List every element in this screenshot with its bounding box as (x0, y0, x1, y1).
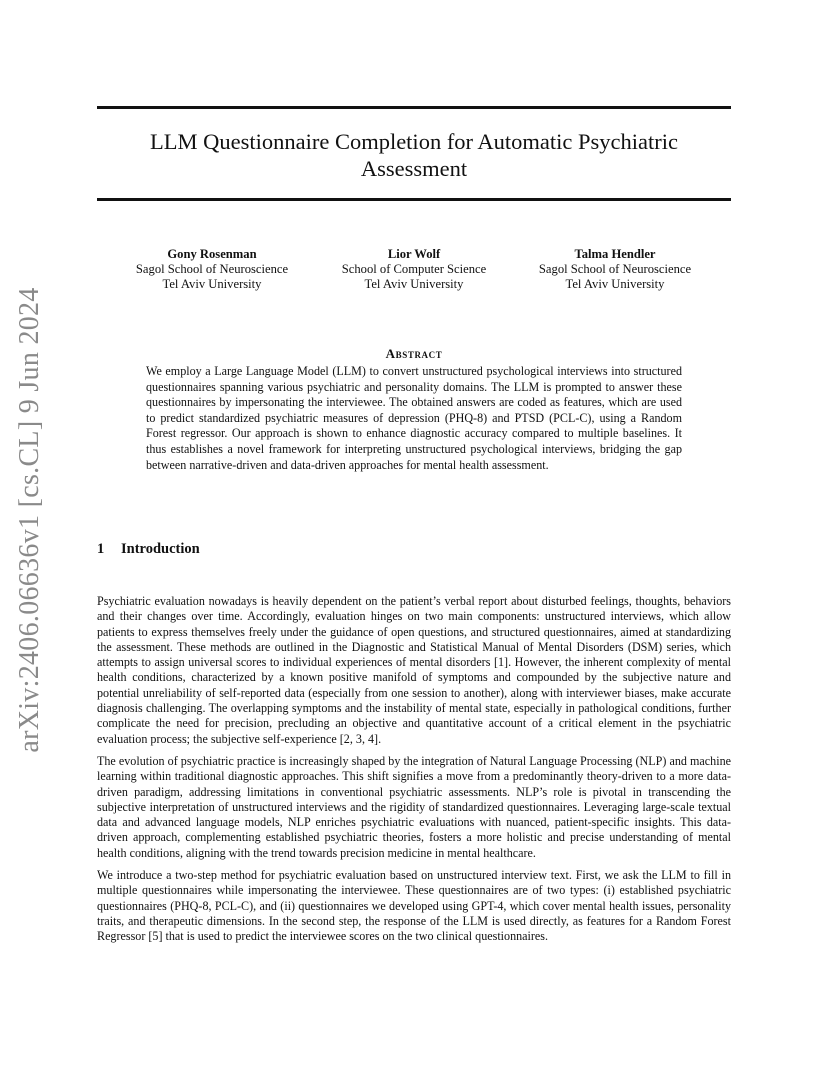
section-number: 1 (97, 541, 105, 557)
author-3 (505, 247, 725, 292)
arxiv-identifier: arXiv:2406.06636v1 [cs.CL] 9 Jun 2024 (14, 287, 45, 753)
author-affiliation: School of Computer Science (341, 262, 487, 276)
author-name: Talma Hendler (574, 247, 656, 261)
paragraph-2: The evolution of psychiatric practice is increasingly shaped by the integration of Natural Language Processing (NLP) and machine learning within traditional diagnostic approaches. This shift signifies a move from a predominantly theory-driven to a more data-driven paradigm, addressing limitations in conventional psychiatric assessments. NLP’s role is pivotal in transcending the subjective interpretation of unstructured interviews and the rigidity of standardized questionnaires. Leveraging large-scale textual data and advanced language models, NLP enriches psychiatric evaluations with nuanced, patient-specific insights. This data-driven approach, complementing established psychiatric theories, fosters a more holistic and precise understanding of mental health conditions, aligning with the trend towards precision medicine in mental healthcare. (97, 753, 731, 860)
author-institution: Tel Aviv University (364, 277, 464, 291)
section-heading-introduction (97, 541, 200, 558)
author-name: Gony Rosenman (167, 247, 257, 261)
author-2 (304, 247, 524, 292)
author-institution: Tel Aviv University (162, 277, 262, 291)
abstract-heading: Abstract (385, 346, 443, 361)
author-affiliation: Sagol School of Neuroscience (538, 262, 692, 276)
paper-title: LLM Questionnaire Completion for Automatic Psychiatric Assessment (149, 129, 679, 181)
paragraph-3: We introduce a two-step method for psychiatric evaluation based on unstructured interview text. First, we ask the LLM to fill in multiple questionnaires while impersonating the interviewee. These questionnaires are of two types: (i) established psychiatric questionnaires (PHQ-8, PCL-C), and (ii) questionnaires we developed using GPT-4, which cover mental health issues, personality traits, and therapeutic dimensions. In the second step, the response of the LLM is used directly, as features for a Random Forest Regressor [5] that is used to predict the interviewee scores on the two clinical questionnaires. (97, 868, 731, 944)
author-name: Lior Wolf (387, 247, 441, 261)
author-affiliation: Sagol School of Neuroscience (135, 262, 289, 276)
abstract-text: We employ a Large Language Model (LLM) to convert unstructured psychological interviews into structured questionnaires spanning various psychiatric and personality domains. The LLM is prompted to answer these questionnaires by impersonating the interviewee. The obtained answers are coded as features, which are used to predict standardized psychiatric measures of depression (PHQ-8) and PTSD (PCL-C), using a Random Forest regressor. Our approach is shown to enhance diagnostic accuracy compared to multiple baselines. It thus establishes a novel framework for interpreting unstructured psychological interviews, bridging the gap between narrative-driven and data-driven approaches for mental health assessment. (146, 364, 682, 472)
paragraph-1: Psychiatric evaluation nowadays is heavily dependent on the patient’s verbal report about disturbed feelings, thoughts, behaviors and their changes over time. Accordingly, evaluation hinges on two main components: unstructured interviews, which allow patients to express themselves freely under the guidance of open questions, and structured questionnaires, aimed at standardizing the assessment. These methods are outlined in the Diagnostic and Statistical Manual of Mental Disorders (DSM) series, which attempts to assign universal scores to individual experiences of mental disorders [1]. However, the inherent complexity of mental health conditions, characterized by a known positive manifold of symptoms and compounded by the subjective nature and potential unreliability of self-reported data (especially from one session to another), along with interviewer biases, make accurate diagnosis challenging. The overlapping symptoms and the instability of mental state, especially in pathological conditions, further complicate the need for precision, precluding an objective and quantitative account of a critical element in the psychiatric evaluation process; the subjective self-experience [2, 3, 4]. (97, 594, 731, 746)
author-1 (102, 247, 322, 292)
author-block (97, 247, 731, 297)
section-title: Introduction (121, 541, 200, 557)
title-rule-top (97, 106, 731, 109)
author-institution: Tel Aviv University (565, 277, 665, 291)
title-rule-bottom (97, 198, 731, 201)
introduction-body (97, 594, 731, 952)
